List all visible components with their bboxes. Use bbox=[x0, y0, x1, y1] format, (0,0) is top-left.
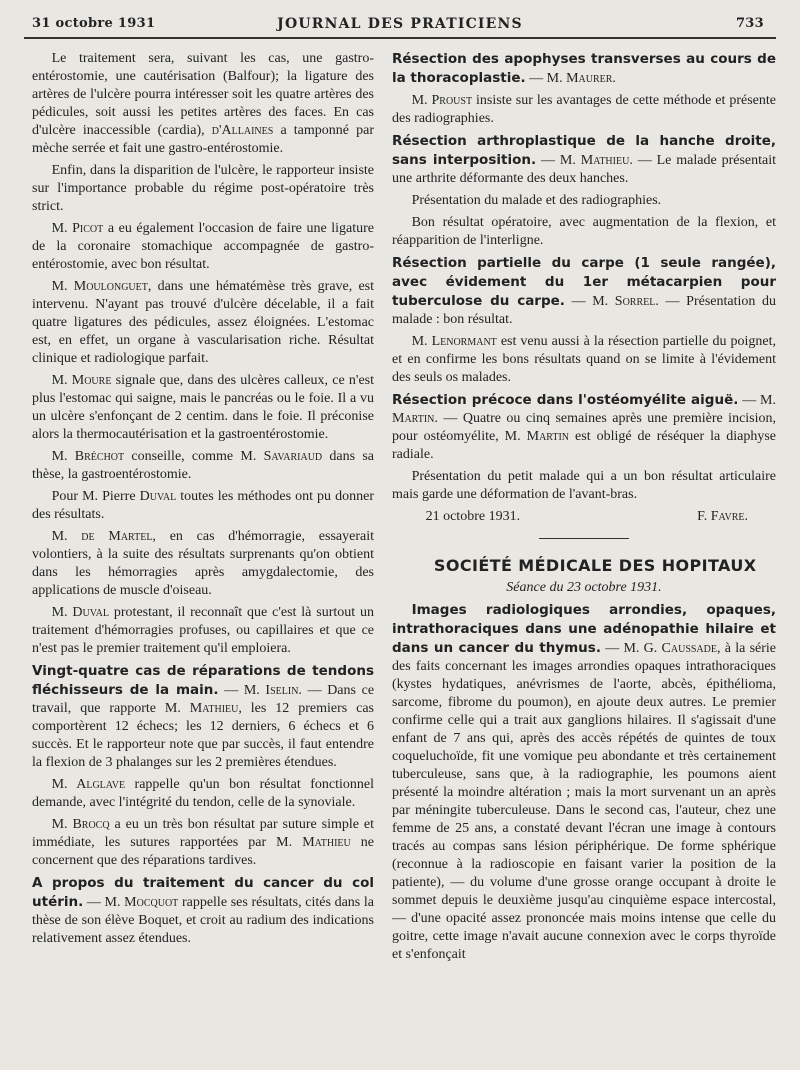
header-date: 31 octobre 1931 bbox=[32, 16, 156, 31]
society-title: SOCIÉTÉ MÉDICALE DES HOPITAUX bbox=[433, 556, 757, 575]
section-heading-radiologiques: Images radiologiques arrondies, opaques, intrathoraciques dans une adénopathie hilaire et dans un cancer du thymus. — M. G. Caussade, à la série des faits concernant les images arrondies opaques intrathoraciques (kystes hydatiques, anévrismes de l'aorte, abcès, épithélioma, sarcome, fibrome du poumon), en ajoute deux autres. Le premier confirme celle qui a trait aux ganglions hilaires. Il s'agissait d'une enfant de 7 ans qui, après des accès répétés de quintes de toux coqueluchoïde, fit une vomique peu abondante et très certainement tuberculeuse, sans que, à la radiographie, les poumons aient présenté la moindre altération ; mais la mort survenant un an après par méningite tuberculeuse. Dans le second cas, l'auteur, chez une femme de 25 ans, a constaté devant l'écran une image à contours tracés au compas sans lésion périphérique. De forme sphérique (reconnue à la radioscopie en faisant varier la position de la patiente), — du volume d'une grosse orange occupant à droite le sommet depuis le deuxième jusqu'au cinquième espace intercostal, — d'une opacité assez prononcée mais moins intense que celle du goitre, cette image n'avait aucune connexion avec le corps thyroïde et s'enfonçait bbox=[392, 602, 776, 962]
paragraph: Enfin, dans la disparition de l'ulcère, le rapporteur insiste sur l'importance probable du régime post-opératoire très strict. bbox=[32, 163, 374, 214]
page-number: 733 bbox=[735, 16, 764, 31]
paragraph: M. Proust insiste sur les avantages de cette méthode et présente des radiographies. bbox=[392, 93, 776, 126]
paragraph: M. Brocq a eu un très bon résultat par suture simple et immédiate, les sutures rapportées par M. Mathieu ne concernent que des réparations tardives. bbox=[32, 817, 374, 868]
section-separator bbox=[539, 538, 629, 539]
section-heading-cancer-col: A propos du traitement du cancer du col utérin. — M. Mocquot rappelle ses résultats, cités dans la thèse de son élève Boquet, et croit au radium des indications relativement assez étendues. bbox=[32, 875, 374, 946]
paragraph: M. Picot a eu également l'occasion de faire une ligature de la coronaire stomachique accompagnée de gastro-entérostomie, avec bon résultat. bbox=[32, 221, 374, 272]
right-column bbox=[392, 50, 776, 968]
paragraph: M. de Martel, en cas d'hémorragie, essayerait volontiers, à la suite des résultats surprenants qu'on obtient dans les hémorragies après amygdalectomie, des applications de muscle d'oiseau. bbox=[32, 529, 374, 598]
section-heading-tendons: Vingt-quatre cas de réparations de tendons fléchisseurs de la main. — M. Iselin. — Dans ce travail, que rapporte M. Mathieu, les 12 premiers cas comportèrent 12 échecs; les 12 derniers, 6 échecs et 6 succès. Et le rapporteur note que par succès, il faut entendre la flexion de 3 phalanges sur les 2 premières étendues. bbox=[32, 663, 374, 770]
signature-date: 21 octobre 1931. bbox=[425, 509, 521, 524]
paragraph: Présentation du petit malade qui a un bon résultat articulaire mais garde une déformation de l'avant-bras. bbox=[392, 469, 776, 502]
paragraph: Bon résultat opératoire, avec augmentation de la flexion, et réapparition de l'interligne. bbox=[392, 215, 776, 248]
paragraph: M. Lenormant est venu aussi à la résection partielle du poignet, et en confirme les bons résultats quand on se limite à l'évidement des seuls os malades. bbox=[392, 334, 776, 385]
paragraph: Présentation du malade et des radiographies. bbox=[411, 193, 662, 208]
paragraph: M. Alglave rappelle qu'un bon résultat fonctionnel demande, avec l'intégrité du tendon, celle de la synoviale. bbox=[32, 777, 374, 810]
running-header bbox=[0, 0, 800, 42]
paragraph: Pour M. Pierre Duval toutes les méthodes ont pu donner des résultats. bbox=[32, 489, 374, 522]
header-rule bbox=[24, 37, 776, 39]
section-heading-apophyses: Résection des apophyses transverses au cours de la thoracoplastie. — M. Maurer. bbox=[392, 51, 776, 86]
seance-date: Séance du 23 octobre 1931. bbox=[506, 580, 662, 595]
section-heading-hanche: Résection arthroplastique de la hanche droite, sans interposition. — M. Mathieu. — Le malade présentait une arthrite déformante des deux hanches. bbox=[392, 133, 776, 186]
left-column bbox=[32, 50, 374, 952]
paragraph: M. Moure signale que, dans des ulcères calleux, ce n'est plus l'estomac qui saigne, mais le pancréas ou le foie. Il a vu un ulcère s'enfonçant de 2 centim. dans le foie. Il préconise alors la thermocautérisation et la gastroentérostomie. bbox=[32, 373, 374, 442]
signature-author: F. Favre. bbox=[697, 509, 748, 524]
signature-line bbox=[392, 508, 776, 526]
section-heading-carpe: Résection partielle du carpe (1 seule rangée), avec évidement du 1er métacarpien pour tuberculose du carpe. — M. Sorrel. — Présentation du malade : bon résultat. bbox=[392, 255, 776, 327]
paragraph: M. Bréchot conseille, comme M. Savariaud dans sa thèse, la gastroentérostomie. bbox=[32, 449, 374, 482]
journal-title: JOURNAL DES PRATICIENS bbox=[277, 16, 523, 32]
paragraph: Le traitement sera, suivant les cas, une gastro-entérostomie, une cautérisation (Balfour); la ligature des artères de l'ulcère pourra intéresser soit les quatre artères des pédicules, soit aussi les petites artères des faces. En cas d'ulcère inaccessible (cardia), d'Allaines a tamponné par mèche serrée et fait une gastro-entérostomie. bbox=[32, 51, 374, 156]
paragraph: M. Moulonguet, dans une hématémèse très grave, est intervenu. N'ayant pas trouvé d'ulcère décelable, il a fait quatre ligatures des pédicules, assez éloignées. L'estomac est, en effet, un organe à vascularisation riche. Résultat clinique et radiologique parfait. bbox=[32, 279, 374, 366]
paragraph: M. Duval protestant, il reconnaît que c'est là surtout un traitement d'hémorragies profuses, ou capillaires et que ce n'est pas le premier traitement qu'il emploiera. bbox=[32, 605, 374, 656]
section-heading-osteomyelite: Résection précoce dans l'ostéomyélite aiguë. — M. Martin. — Quatre ou cinq semaines après une première incision, pour ostéomyélite, M. Martin est obligé de réséquer la diaphyse radiale. bbox=[392, 392, 776, 462]
